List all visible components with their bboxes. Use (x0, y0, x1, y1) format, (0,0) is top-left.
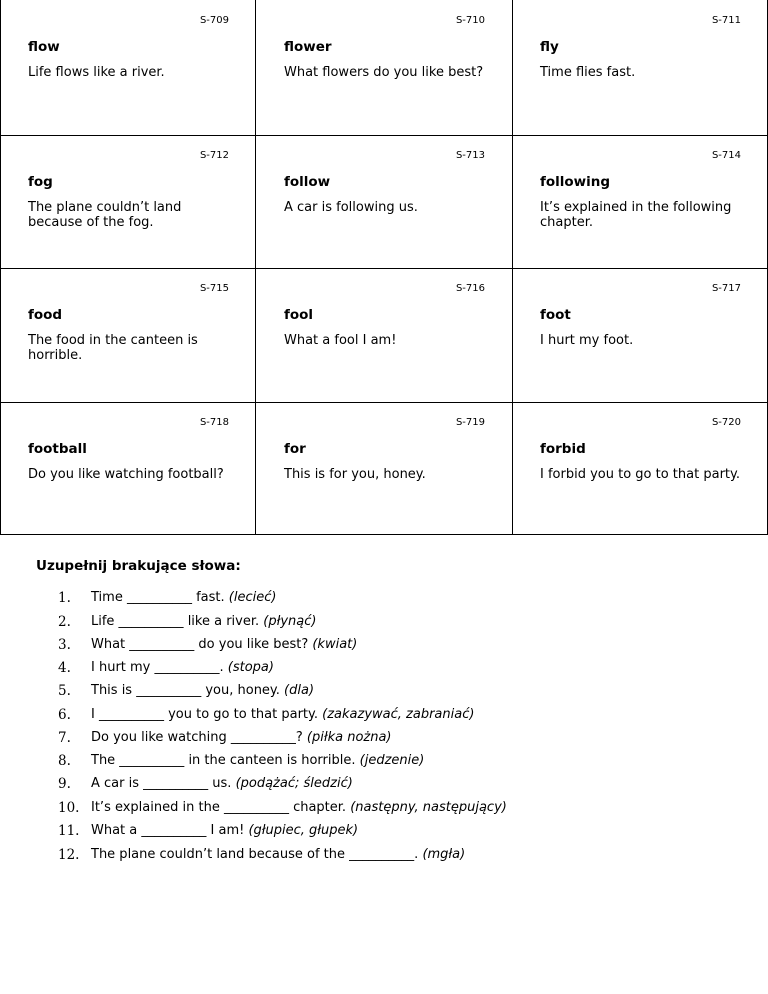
exercise-sentence: Time __________ fast. (91, 590, 225, 605)
exercise-number: 5. (58, 683, 71, 699)
flashcard (0, 135, 256, 268)
card-code: S-712 (199, 150, 229, 161)
card-sentence: This is for you, honey. (284, 467, 426, 482)
card-sentence: The plane couldn’t land because of the fog. (28, 200, 182, 230)
card-code: S-719 (455, 417, 485, 428)
card-word: food (28, 307, 63, 323)
card-word: fly (540, 39, 559, 55)
card-code: S-720 (711, 417, 741, 428)
flashcard (0, 268, 256, 402)
flashcard (512, 268, 768, 402)
card-sentence: The food in the canteen is horrible. (28, 333, 198, 363)
card-sentence: What a fool I am! (284, 333, 397, 348)
card-sentence: What flowers do you like best? (284, 65, 484, 80)
exercise-hint: (lecieć) (228, 590, 277, 605)
card-sentence: Do you like watching football? (28, 467, 224, 482)
card-code: S-717 (711, 283, 741, 294)
exercise-hint: (głupiec, głupek) (248, 823, 359, 838)
exercise-hint: (stopa) (227, 660, 274, 675)
card-word: flow (28, 39, 60, 55)
exercise-sentence: I hurt my __________. (91, 660, 224, 675)
card-word: football (28, 441, 87, 457)
card-word: fog (28, 174, 53, 190)
exercise-title: Uzupełnij brakujące słowa: (36, 558, 241, 574)
card-word: foot (540, 307, 571, 323)
exercise-hint: (następny, następujący) (350, 800, 507, 815)
flashcard (256, 135, 512, 268)
card-code: S-710 (455, 15, 485, 26)
exercise-hint: (podążać; śledzić) (235, 776, 353, 791)
exercise-number: 6. (58, 707, 71, 723)
card-sentence: I forbid you to go to that party. (540, 467, 740, 482)
exercise-sentence: I __________ you to go to that party. (91, 707, 318, 722)
exercise-sentence: The __________ in the canteen is horrible. (91, 753, 356, 768)
exercise-sentence: It’s explained in the __________ chapter. (91, 800, 347, 815)
card-sentence: Time flies fast. (540, 65, 636, 80)
card-sentence: It’s explained in the following chapter. (540, 200, 732, 230)
exercise-sentence: What __________ do you like best? (91, 637, 309, 652)
flashcard (0, 0, 256, 135)
exercise-number: 11. (58, 823, 80, 839)
exercise-sentence: The plane couldn’t land because of the __________. (91, 847, 419, 862)
card-code: S-709 (199, 15, 229, 26)
flashcard (256, 402, 512, 535)
flashcard (512, 402, 768, 535)
card-word: flower (284, 39, 332, 55)
exercise-hint: (dla) (284, 683, 315, 698)
exercise-number: 4. (58, 660, 71, 676)
exercise-hint: (piłka nożna) (306, 730, 392, 745)
card-word: follow (284, 174, 331, 190)
card-code: S-718 (199, 417, 229, 428)
exercise-number: 10. (58, 800, 80, 816)
exercise-hint: (mgła) (422, 847, 466, 862)
card-word: for (284, 441, 306, 457)
flashcard (256, 268, 512, 402)
flashcard (512, 135, 768, 268)
exercise-sentence: What a __________ I am! (91, 823, 245, 838)
exercise-number: 8. (58, 753, 71, 769)
exercise-number: 12. (58, 847, 80, 863)
card-word: fool (284, 307, 314, 323)
card-word: forbid (540, 441, 586, 457)
exercise-hint: (kwiat) (312, 637, 358, 652)
card-code: S-715 (199, 283, 229, 294)
card-sentence: Life flows like a river. (28, 65, 165, 80)
exercise-number: 3. (58, 637, 71, 653)
card-code: S-711 (711, 15, 741, 26)
exercise-number: 9. (58, 776, 71, 792)
exercise-sentence: Life __________ like a river. (91, 614, 260, 629)
flashcard (256, 0, 512, 135)
card-code: S-713 (455, 150, 485, 161)
exercise-number: 2. (58, 614, 71, 630)
exercise-hint: (zakazywać, zabraniać) (322, 707, 475, 722)
flashcard (512, 0, 768, 135)
card-sentence: I hurt my foot. (540, 333, 634, 348)
exercise-number: 7. (58, 730, 71, 746)
exercise-sentence: A car is __________ us. (91, 776, 232, 791)
card-code: S-716 (455, 283, 485, 294)
exercise-hint: (jedzenie) (359, 753, 425, 768)
card-word: following (540, 174, 611, 190)
exercise-sentence: Do you like watching __________? (91, 730, 303, 745)
card-code: S-714 (711, 150, 741, 161)
card-sentence: A car is following us. (284, 200, 418, 215)
exercise-hint: (płynąć) (263, 614, 317, 629)
flashcard (0, 402, 256, 535)
exercise-number: 1. (58, 590, 71, 606)
exercise-sentence: This is __________ you, honey. (91, 683, 280, 698)
